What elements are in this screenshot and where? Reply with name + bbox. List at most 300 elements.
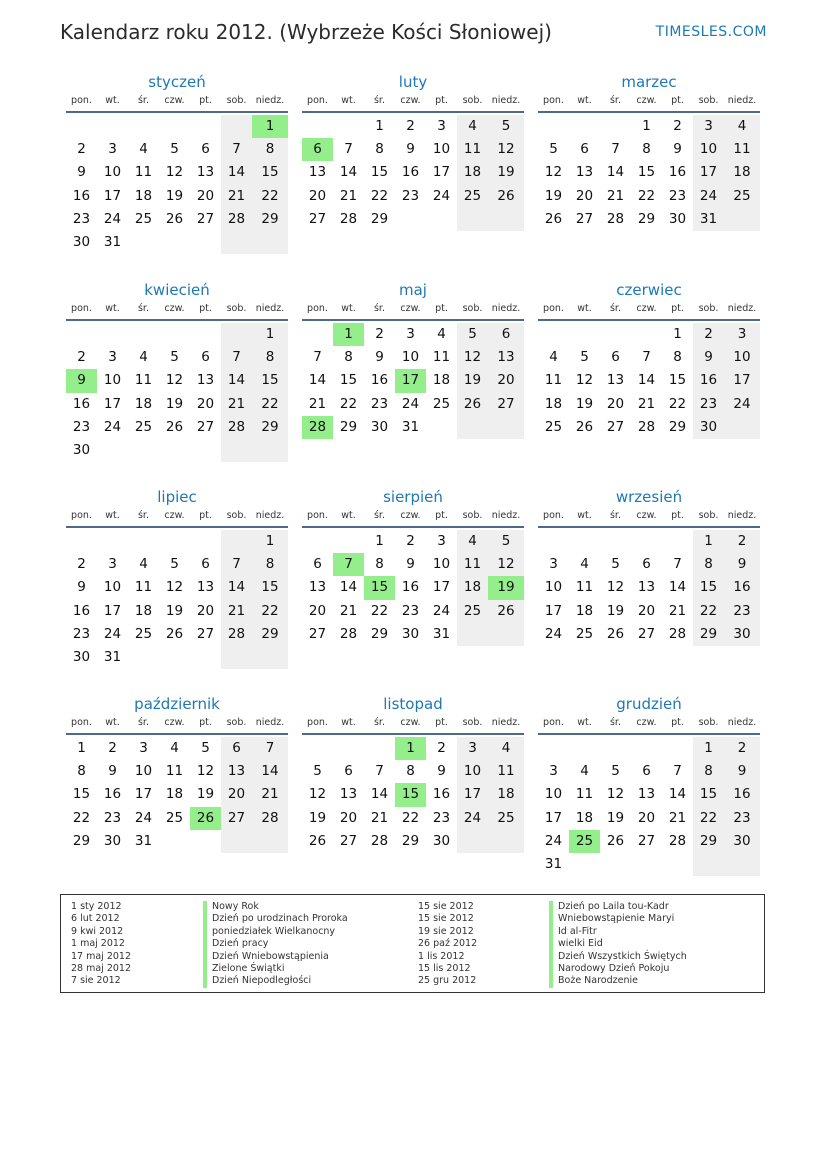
day-cell[interactable]: 26 [165, 625, 184, 642]
day-cell[interactable]: 14 [339, 164, 358, 181]
day-cell[interactable]: 22 [637, 187, 656, 204]
day-cell[interactable]: 26 [488, 185, 524, 208]
day-cell[interactable]: 10 [103, 372, 122, 389]
day-cell[interactable]: 19 [606, 602, 625, 619]
day-cell[interactable]: 2 [673, 118, 682, 134]
day-cell[interactable]: 16 [401, 579, 420, 596]
day-cell[interactable]: 17 [432, 579, 451, 596]
day-cell[interactable]: 29 [252, 416, 288, 439]
day-cell[interactable]: 4 [488, 737, 524, 760]
day-cell[interactable]: 15 [72, 786, 91, 803]
day-cell[interactable]: 30 [72, 648, 91, 665]
day-cell[interactable]: 6 [221, 737, 252, 760]
day-cell[interactable]: 10 [103, 579, 122, 596]
day-cell[interactable]: 8 [375, 556, 384, 573]
day-cell[interactable]: 10 [103, 164, 122, 181]
day-cell[interactable]: 18 [575, 809, 594, 826]
day-cell[interactable]: 16 [724, 783, 760, 806]
day-cell[interactable]: 30 [724, 623, 760, 646]
day-cell[interactable]: 22 [252, 185, 288, 208]
day-cell[interactable]: 2 [108, 740, 117, 756]
day-cell[interactable]: 16 [72, 395, 91, 412]
day-cell[interactable]: 23 [668, 187, 687, 204]
day-cell[interactable]: 25 [134, 210, 153, 227]
day-cell[interactable]: 11 [165, 763, 184, 780]
day-cell[interactable]: 23 [432, 809, 451, 826]
day-cell[interactable]: 10 [457, 760, 488, 783]
day-cell[interactable]: 24 [103, 210, 122, 227]
day-cell[interactable]: 2 [406, 533, 415, 549]
day-cell[interactable]: 27 [196, 418, 215, 435]
day-cell[interactable]: 29 [668, 418, 687, 435]
day-cell[interactable]: 11 [488, 760, 524, 783]
day-cell[interactable]: 26 [165, 418, 184, 435]
day-cell[interactable]: 22 [370, 602, 389, 619]
day-cell[interactable]: 13 [196, 372, 215, 389]
day-cell[interactable]: 14 [252, 760, 288, 783]
day-cell[interactable]: 24 [401, 395, 420, 412]
day-cell[interactable]: 29 [370, 625, 389, 642]
day-cell[interactable]: 24 [134, 809, 153, 826]
day-cell[interactable]: 4 [580, 556, 589, 573]
holiday-day-cell[interactable]: 9 [66, 369, 97, 392]
day-cell[interactable]: 21 [637, 395, 656, 412]
day-cell[interactable]: 14 [668, 786, 687, 803]
day-cell[interactable]: 9 [437, 763, 446, 780]
day-cell[interactable]: 12 [575, 372, 594, 389]
holiday-day-cell[interactable]: 15 [395, 783, 426, 806]
day-cell[interactable]: 16 [370, 372, 389, 389]
day-cell[interactable]: 8 [252, 553, 288, 576]
day-cell[interactable]: 25 [544, 418, 563, 435]
day-cell[interactable]: 18 [544, 395, 563, 412]
day-cell[interactable]: 29 [637, 210, 656, 227]
holiday-day-cell[interactable]: 1 [395, 737, 426, 760]
day-cell[interactable]: 14 [339, 579, 358, 596]
day-cell[interactable]: 4 [437, 326, 446, 342]
day-cell[interactable]: 8 [344, 349, 353, 366]
day-cell[interactable]: 23 [401, 602, 420, 619]
day-cell[interactable]: 7 [221, 138, 252, 161]
day-cell[interactable]: 19 [457, 369, 488, 392]
day-cell[interactable]: 21 [370, 809, 389, 826]
day-cell[interactable]: 20 [221, 783, 252, 806]
day-cell[interactable]: 8 [252, 346, 288, 369]
day-cell[interactable]: 3 [724, 323, 760, 346]
day-cell[interactable]: 19 [575, 395, 594, 412]
day-cell[interactable]: 27 [637, 625, 656, 642]
day-cell[interactable]: 15 [252, 576, 288, 599]
day-cell[interactable]: 26 [544, 210, 563, 227]
day-cell[interactable]: 20 [637, 809, 656, 826]
day-cell[interactable]: 15 [252, 161, 288, 184]
day-cell[interactable]: 11 [457, 553, 488, 576]
holiday-day-cell[interactable]: 26 [190, 807, 221, 830]
day-cell[interactable]: 1 [693, 737, 724, 760]
day-cell[interactable]: 24 [457, 807, 488, 830]
day-cell[interactable]: 1 [252, 530, 288, 553]
day-cell[interactable]: 13 [637, 786, 656, 803]
day-cell[interactable]: 3 [549, 556, 558, 573]
day-cell[interactable]: 9 [77, 579, 86, 596]
day-cell[interactable]: 21 [308, 395, 327, 412]
day-cell[interactable]: 14 [370, 786, 389, 803]
day-cell[interactable]: 2 [77, 349, 86, 366]
day-cell[interactable]: 24 [432, 602, 451, 619]
day-cell[interactable]: 2 [375, 326, 384, 342]
day-cell[interactable]: 12 [196, 763, 215, 780]
day-cell[interactable]: 1 [642, 118, 651, 134]
day-cell[interactable]: 20 [488, 369, 524, 392]
day-cell[interactable]: 30 [72, 441, 91, 458]
day-cell[interactable]: 23 [72, 210, 91, 227]
day-cell[interactable]: 4 [457, 115, 488, 138]
day-cell[interactable]: 6 [201, 556, 210, 573]
day-cell[interactable]: 7 [673, 556, 682, 573]
day-cell[interactable]: 15 [693, 783, 724, 806]
day-cell[interactable]: 22 [693, 600, 724, 623]
day-cell[interactable]: 27 [488, 393, 524, 416]
day-cell[interactable]: 4 [549, 349, 558, 366]
holiday-day-cell[interactable]: 28 [302, 416, 333, 439]
day-cell[interactable]: 5 [580, 349, 589, 366]
day-cell[interactable]: 24 [432, 187, 451, 204]
day-cell[interactable]: 10 [724, 346, 760, 369]
day-cell[interactable]: 11 [575, 786, 594, 803]
day-cell[interactable]: 19 [165, 187, 184, 204]
day-cell[interactable]: 29 [252, 623, 288, 646]
day-cell[interactable]: 29 [693, 830, 724, 853]
day-cell[interactable]: 22 [252, 600, 288, 623]
day-cell[interactable]: 17 [134, 786, 153, 803]
day-cell[interactable]: 28 [339, 210, 358, 227]
day-cell[interactable]: 3 [108, 141, 117, 158]
day-cell[interactable]: 12 [308, 786, 327, 803]
day-cell[interactable]: 5 [488, 115, 524, 138]
day-cell[interactable]: 29 [370, 210, 389, 227]
day-cell[interactable]: 31 [693, 208, 724, 231]
day-cell[interactable]: 28 [221, 208, 252, 231]
day-cell[interactable]: 8 [406, 763, 415, 780]
day-cell[interactable]: 17 [544, 809, 563, 826]
day-cell[interactable]: 9 [724, 553, 760, 576]
day-cell[interactable]: 28 [668, 625, 687, 642]
day-cell[interactable]: 17 [457, 783, 488, 806]
day-cell[interactable]: 10 [693, 138, 724, 161]
day-cell[interactable]: 6 [201, 349, 210, 366]
day-cell[interactable]: 8 [642, 141, 651, 158]
day-cell[interactable]: 14 [606, 164, 625, 181]
day-cell[interactable]: 12 [544, 164, 563, 181]
day-cell[interactable]: 30 [72, 233, 91, 250]
day-cell[interactable]: 4 [580, 763, 589, 780]
day-cell[interactable]: 30 [432, 832, 451, 849]
day-cell[interactable]: 26 [165, 210, 184, 227]
day-cell[interactable]: 9 [108, 763, 117, 780]
day-cell[interactable]: 8 [252, 138, 288, 161]
day-cell[interactable]: 20 [308, 187, 327, 204]
day-cell[interactable]: 2 [77, 141, 86, 158]
day-cell[interactable]: 23 [724, 600, 760, 623]
day-cell[interactable]: 15 [637, 164, 656, 181]
day-cell[interactable]: 18 [165, 786, 184, 803]
day-cell[interactable]: 21 [668, 809, 687, 826]
day-cell[interactable]: 31 [401, 418, 420, 435]
day-cell[interactable]: 23 [693, 393, 724, 416]
day-cell[interactable]: 26 [575, 418, 594, 435]
day-cell[interactable]: 7 [252, 737, 288, 760]
day-cell[interactable]: 2 [77, 556, 86, 573]
day-cell[interactable]: 27 [575, 210, 594, 227]
day-cell[interactable]: 5 [488, 530, 524, 553]
day-cell[interactable]: 16 [401, 164, 420, 181]
day-cell[interactable]: 23 [401, 187, 420, 204]
day-cell[interactable]: 12 [488, 553, 524, 576]
day-cell[interactable]: 25 [432, 395, 451, 412]
day-cell[interactable]: 4 [139, 556, 148, 573]
day-cell[interactable]: 28 [668, 832, 687, 849]
day-cell[interactable]: 31 [103, 233, 122, 250]
day-cell[interactable]: 31 [432, 625, 451, 642]
day-cell[interactable]: 25 [134, 625, 153, 642]
day-cell[interactable]: 11 [724, 138, 760, 161]
day-cell[interactable]: 28 [637, 418, 656, 435]
day-cell[interactable]: 18 [134, 602, 153, 619]
day-cell[interactable]: 24 [103, 625, 122, 642]
day-cell[interactable]: 7 [221, 553, 252, 576]
day-cell[interactable]: 4 [457, 530, 488, 553]
holiday-day-cell[interactable]: 25 [569, 830, 600, 853]
day-cell[interactable]: 20 [575, 187, 594, 204]
day-cell[interactable]: 20 [606, 395, 625, 412]
day-cell[interactable]: 14 [637, 372, 656, 389]
day-cell[interactable]: 12 [165, 372, 184, 389]
day-cell[interactable]: 20 [339, 809, 358, 826]
day-cell[interactable]: 21 [606, 187, 625, 204]
day-cell[interactable]: 16 [693, 369, 724, 392]
day-cell[interactable]: 23 [370, 395, 389, 412]
day-cell[interactable]: 6 [201, 141, 210, 158]
day-cell[interactable]: 9 [77, 164, 86, 181]
day-cell[interactable]: 25 [134, 418, 153, 435]
day-cell[interactable]: 20 [196, 187, 215, 204]
day-cell[interactable]: 20 [637, 602, 656, 619]
day-cell[interactable]: 30 [401, 625, 420, 642]
day-cell[interactable]: 21 [339, 602, 358, 619]
day-cell[interactable]: 27 [606, 418, 625, 435]
day-cell[interactable]: 11 [575, 579, 594, 596]
day-cell[interactable]: 4 [724, 115, 760, 138]
day-cell[interactable]: 29 [72, 832, 91, 849]
day-cell[interactable]: 14 [221, 161, 252, 184]
day-cell[interactable]: 16 [72, 602, 91, 619]
day-cell[interactable]: 13 [606, 372, 625, 389]
day-cell[interactable]: 3 [139, 740, 148, 756]
day-cell[interactable]: 24 [693, 185, 724, 208]
day-cell[interactable]: 18 [575, 602, 594, 619]
day-cell[interactable]: 25 [575, 625, 594, 642]
day-cell[interactable]: 2 [724, 737, 760, 760]
day-cell[interactable]: 22 [401, 809, 420, 826]
day-cell[interactable]: 12 [606, 579, 625, 596]
day-cell[interactable]: 5 [170, 141, 179, 158]
day-cell[interactable]: 3 [549, 763, 558, 780]
day-cell[interactable]: 16 [72, 187, 91, 204]
day-cell[interactable]: 4 [139, 349, 148, 366]
day-cell[interactable]: 18 [457, 161, 488, 184]
holiday-day-cell[interactable]: 6 [302, 138, 333, 161]
day-cell[interactable]: 28 [221, 623, 252, 646]
day-cell[interactable]: 7 [375, 763, 384, 780]
day-cell[interactable]: 6 [488, 323, 524, 346]
day-cell[interactable]: 24 [544, 832, 563, 849]
day-cell[interactable]: 29 [339, 418, 358, 435]
day-cell[interactable]: 5 [611, 763, 620, 780]
day-cell[interactable]: 9 [693, 346, 724, 369]
day-cell[interactable]: 15 [693, 576, 724, 599]
day-cell[interactable]: 20 [196, 395, 215, 412]
day-cell[interactable]: 14 [668, 579, 687, 596]
day-cell[interactable]: 27 [637, 832, 656, 849]
day-cell[interactable]: 17 [103, 395, 122, 412]
day-cell[interactable]: 14 [221, 576, 252, 599]
day-cell[interactable]: 13 [221, 760, 252, 783]
day-cell[interactable]: 5 [457, 323, 488, 346]
day-cell[interactable]: 11 [134, 164, 153, 181]
day-cell[interactable]: 18 [724, 161, 760, 184]
day-cell[interactable]: 11 [134, 372, 153, 389]
day-cell[interactable]: 1 [693, 530, 724, 553]
day-cell[interactable]: 15 [339, 372, 358, 389]
day-cell[interactable]: 19 [544, 187, 563, 204]
day-cell[interactable]: 7 [344, 141, 353, 158]
day-cell[interactable]: 13 [196, 579, 215, 596]
day-cell[interactable]: 19 [606, 809, 625, 826]
day-cell[interactable]: 11 [134, 579, 153, 596]
site-link[interactable]: TIMESLES.COM [655, 24, 767, 40]
day-cell[interactable]: 28 [370, 832, 389, 849]
day-cell[interactable]: 7 [313, 349, 322, 366]
day-cell[interactable]: 12 [165, 579, 184, 596]
day-cell[interactable]: 6 [313, 556, 322, 573]
day-cell[interactable]: 8 [77, 763, 86, 780]
day-cell[interactable]: 6 [580, 141, 589, 158]
holiday-day-cell[interactable]: 1 [252, 115, 288, 138]
day-cell[interactable]: 10 [544, 579, 563, 596]
day-cell[interactable]: 6 [344, 763, 353, 780]
day-cell[interactable]: 13 [308, 579, 327, 596]
day-cell[interactable]: 1 [673, 326, 682, 342]
day-cell[interactable]: 18 [134, 395, 153, 412]
day-cell[interactable]: 17 [103, 187, 122, 204]
day-cell[interactable]: 21 [252, 783, 288, 806]
day-cell[interactable]: 27 [339, 832, 358, 849]
day-cell[interactable]: 9 [724, 760, 760, 783]
day-cell[interactable]: 24 [103, 418, 122, 435]
day-cell[interactable]: 22 [339, 395, 358, 412]
day-cell[interactable]: 16 [432, 786, 451, 803]
day-cell[interactable]: 1 [375, 533, 384, 549]
day-cell[interactable]: 25 [724, 185, 760, 208]
day-cell[interactable]: 14 [221, 369, 252, 392]
day-cell[interactable]: 5 [549, 141, 558, 158]
day-cell[interactable]: 25 [488, 807, 524, 830]
day-cell[interactable]: 5 [313, 763, 322, 780]
day-cell[interactable]: 12 [457, 346, 488, 369]
day-cell[interactable]: 25 [457, 600, 488, 623]
day-cell[interactable]: 22 [252, 393, 288, 416]
day-cell[interactable]: 9 [673, 141, 682, 158]
day-cell[interactable]: 26 [606, 832, 625, 849]
day-cell[interactable]: 23 [103, 809, 122, 826]
day-cell[interactable]: 29 [693, 623, 724, 646]
day-cell[interactable]: 6 [642, 556, 651, 573]
day-cell[interactable]: 7 [611, 141, 620, 158]
day-cell[interactable]: 11 [544, 372, 563, 389]
day-cell[interactable]: 22 [668, 395, 687, 412]
day-cell[interactable]: 31 [103, 648, 122, 665]
day-cell[interactable]: 9 [406, 556, 415, 573]
day-cell[interactable]: 21 [221, 393, 252, 416]
day-cell[interactable]: 4 [170, 740, 179, 756]
day-cell[interactable]: 3 [457, 737, 488, 760]
day-cell[interactable]: 28 [339, 625, 358, 642]
day-cell[interactable]: 15 [370, 164, 389, 181]
day-cell[interactable]: 20 [196, 602, 215, 619]
day-cell[interactable]: 18 [457, 576, 488, 599]
day-cell[interactable]: 17 [693, 161, 724, 184]
day-cell[interactable]: 5 [170, 349, 179, 366]
day-cell[interactable]: 10 [401, 349, 420, 366]
day-cell[interactable]: 3 [437, 118, 446, 134]
day-cell[interactable]: 17 [432, 164, 451, 181]
day-cell[interactable]: 17 [724, 369, 760, 392]
day-cell[interactable]: 1 [252, 323, 288, 346]
day-cell[interactable]: 27 [196, 210, 215, 227]
day-cell[interactable]: 28 [606, 210, 625, 227]
day-cell[interactable]: 27 [221, 807, 252, 830]
day-cell[interactable]: 21 [221, 600, 252, 623]
day-cell[interactable]: 2 [437, 740, 446, 756]
day-cell[interactable]: 3 [406, 326, 415, 342]
day-cell[interactable]: 15 [252, 369, 288, 392]
day-cell[interactable]: 6 [642, 763, 651, 780]
day-cell[interactable]: 11 [432, 349, 451, 366]
day-cell[interactable]: 13 [196, 164, 215, 181]
day-cell[interactable]: 20 [308, 602, 327, 619]
day-cell[interactable]: 3 [693, 115, 724, 138]
day-cell[interactable]: 7 [673, 763, 682, 780]
day-cell[interactable]: 9 [406, 141, 415, 158]
day-cell[interactable]: 19 [196, 786, 215, 803]
day-cell[interactable]: 23 [724, 807, 760, 830]
day-cell[interactable]: 4 [139, 141, 148, 158]
day-cell[interactable]: 28 [252, 807, 288, 830]
day-cell[interactable]: 30 [668, 210, 687, 227]
day-cell[interactable]: 16 [724, 576, 760, 599]
day-cell[interactable]: 26 [606, 625, 625, 642]
day-cell[interactable]: 13 [637, 579, 656, 596]
day-cell[interactable]: 14 [308, 372, 327, 389]
day-cell[interactable]: 10 [134, 763, 153, 780]
day-cell[interactable]: 19 [308, 809, 327, 826]
day-cell[interactable]: 7 [642, 349, 651, 366]
day-cell[interactable]: 23 [72, 418, 91, 435]
day-cell[interactable]: 12 [606, 786, 625, 803]
day-cell[interactable]: 3 [108, 349, 117, 366]
day-cell[interactable]: 30 [103, 832, 122, 849]
day-cell[interactable]: 30 [370, 418, 389, 435]
